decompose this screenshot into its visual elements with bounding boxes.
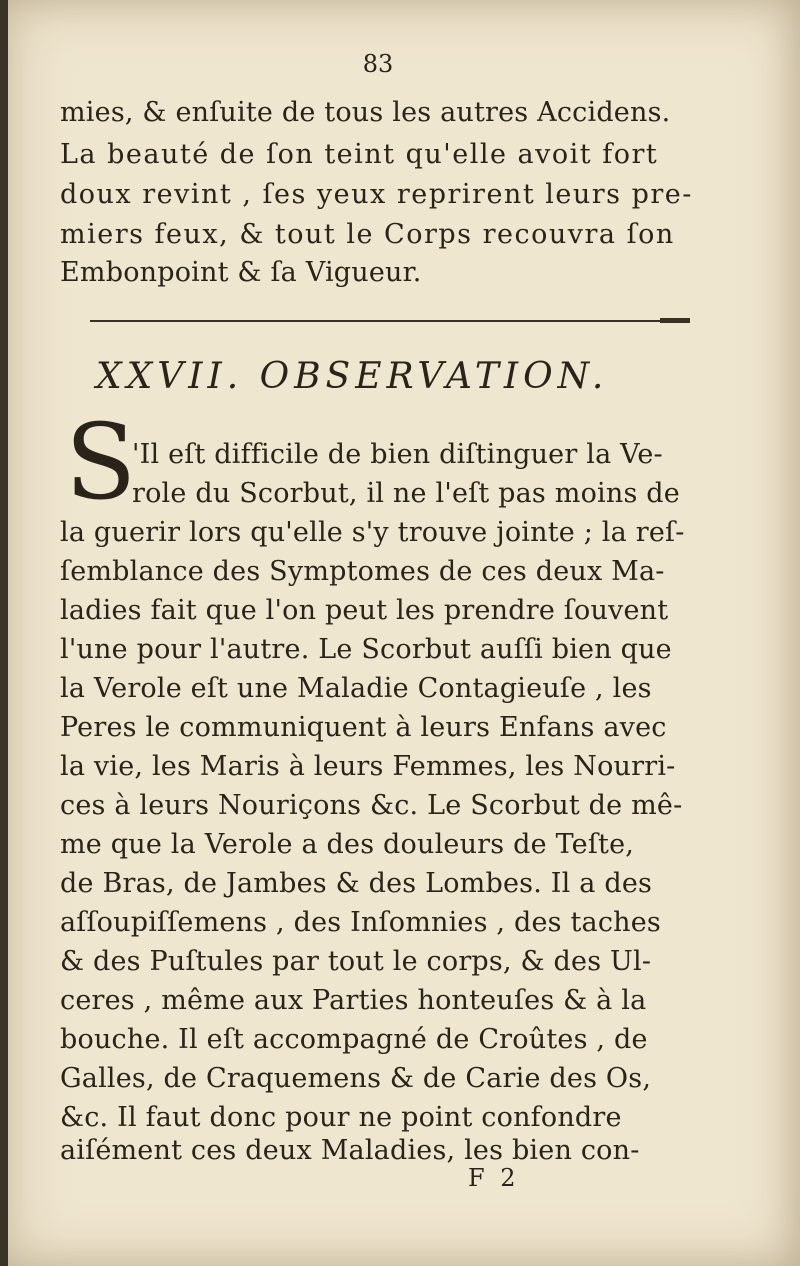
book-page: [8, 0, 800, 1266]
text-line: ces à leurs Nouriçons &c. Le Scorbut de mê-: [60, 790, 683, 821]
text-line: me que la Verole a des douleurs de Teſte,: [60, 829, 635, 860]
text-line: Galles, de Craquemens & de Carie des Os,: [60, 1063, 652, 1094]
observation-heading: XXVII. OBSERVATION.: [96, 356, 609, 397]
section-divider-rule: [90, 320, 690, 322]
text-line: doux revint , ſes yeux reprirent leurs pre-: [60, 179, 693, 210]
text-line: mies, & enſuite de tous les autres Accidens.: [60, 97, 671, 128]
text-line: aiſément ces deux Maladies, les bien con-: [60, 1135, 640, 1166]
text-line: aſſoupiſſemens , des Inſomnies , des taches: [60, 907, 661, 938]
text-line: &c. Il faut donc pour ne point confondre: [60, 1102, 622, 1133]
text-line: ſemblance des Symptomes de ces deux Ma-: [60, 556, 665, 587]
drop-cap: S: [65, 401, 137, 523]
text-line: la vie, les Maris à leurs Femmes, les Nourri-: [60, 751, 676, 782]
signature-mark: F 2: [468, 1164, 520, 1192]
text-line: bouche. Il eſt accompagné de Croûtes , de: [60, 1024, 648, 1055]
page-number: 83: [362, 50, 394, 78]
text-line: 'Il eſt difficile de bien diſtinguer la Ve-: [132, 439, 663, 470]
text-line: Peres le communiquent à leurs Enfans avec: [60, 712, 667, 743]
text-line: ceres , même aux Parties honteuſes & à la: [60, 985, 647, 1016]
text-line: la Verole eſt une Maladie Contagieuſe , les: [60, 673, 652, 704]
text-line: & des Puſtules par tout le corps, & des Ul-: [60, 946, 652, 977]
text-line: ladies fait que l'on peut les prendre ſouvent: [60, 595, 669, 626]
text-line: Embonpoint & ſa Vigueur.: [60, 257, 422, 288]
text-line: role du Scorbut, il ne l'eſt pas moins de: [132, 478, 680, 509]
text-line: de Bras, de Jambes & des Lombes. Il a des: [60, 868, 653, 899]
text-line: l'une pour l'autre. Le Scorbut auſſi bien que: [60, 634, 672, 665]
text-line: la guerir lors qu'elle s'y trouve jointe ; la reſ-: [60, 517, 685, 548]
text-line: La beauté de ſon teint qu'elle avoit fort: [60, 139, 659, 170]
text-line: miers feux, & tout le Corps recouvra ſon: [60, 219, 675, 250]
